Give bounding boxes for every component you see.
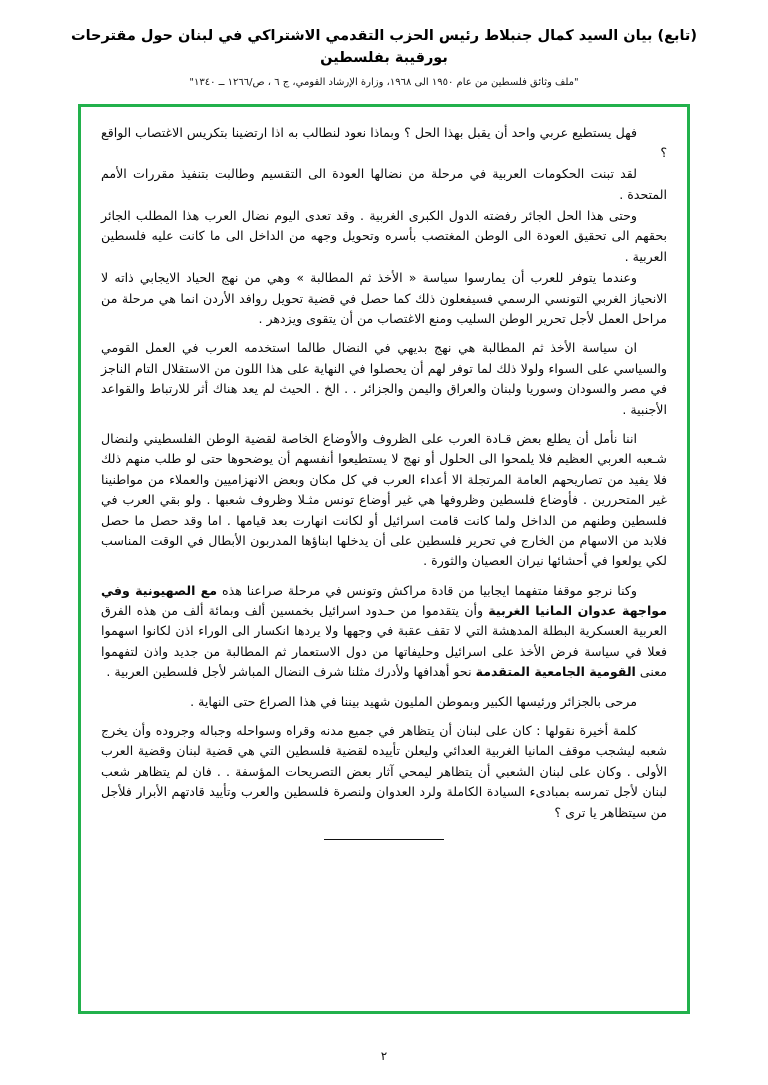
paragraph-5: ان سياسة الأخذ ثم المطالبة هي نهج بديهي في النضال طالما استخدمه العرب في العمل القومي والسياسي على السواء ولولا ذلك لما توفر لهم أن يحصلوا في النهاية على هذا اللون من الاستقلال التام الناجز في مصر والسودان وسوريا ولبنان والعراق واليمن والجزائر . . الخ . الحيث لم يعد هناك أثر للارتباط والقواعد الأجنبية . bbox=[101, 340, 667, 417]
paragraph-6: اننا نأمل أن يطلع بعض قـادة العرب على الظروف والأوضاع الخاصة لقضية الوطن الفلسطيني ولنضال شـعبه العربي العظيم فلا يلمحوا الى الحلول أو نهج لا يستطيعوا أنفسهم أن يوضحوها حتى لو طلب منهم ذلك فلا يفيد من تصاريحهم العامة المرتجلة الا أعداء العرب في كل مكان وبعض الانهزاميين والعملاء من مواطنينا غير المتحررين . فأوضاع فلسطين وظروفها هي غير أوضاع تونس مثـلا وظروف شعبها . ولو بقي العرب في فلسطين وطنهم من الداخل ولما كانت قامت اسرائيل أو لكانت انهارت بعد قيامها . اما وقد حصل ما حصل فلابد من الاسهام من الخارج في تحرير فلسطين على أن يدخلها ابناؤها المدربون الأبطال في الوقت المناسب لكي يولعوا في أحشائها نيران العصيان والثورة . bbox=[101, 430, 667, 569]
paragraph-1: فهل يستطيع عربي واحد أن يقبل بهذا الحل ؟ وبماذا نعود لنطالب به اذا ارتضينا بتكريس الاغتصاب الواقع ؟ bbox=[101, 124, 667, 160]
paragraph-3: وحتى هذا الحل الجائر رفضته الدول الكبرى الغربية . وقد تعدى اليوم نضال العرب هذا المطلب الجائر بحقهم الى تحقيق العودة الى الوطن المغتصب بأسره وتحويل وجهه من الداخل الى ما كانت عليه فلسطين العربية . bbox=[101, 208, 667, 264]
document-body bbox=[101, 123, 667, 841]
paragraph-7: وكنا نرجو موقفا متفهما ايجابيا من قادة مراكش وتونس في مرحلة صراعنا هذه مع الصهيونية وفي مواجهة عدوان المانيا الغربية وأن يتقدموا من حـدود اسرائيل بخمسين ألف وبمائة ألف من هذه الفرق العربية العسكرية البطلة المدهشة التي لا تقف عقبة في وجهها ولا يردها انكسار الى الوراء اذن لكانوا اسهموا فعلا في سياسة فرض الأخذ على اسرائيل وحليفاتها من دول الاستعمار ثم المطالبة من جديد واذن لتفهموا معنى القومية الجامعية المتقدمة نحو أهدافها ولأدرك مثلنا شرف النضال المباشر لأجل فلسطين العربية . bbox=[101, 582, 667, 680]
paragraph-9: كلمة أخيرة نقولها : كان على لبنان أن يتظاهر في جميع مدنه وقراه وسواحله وجباله وجروده وأن يخرج شعبه ليشجب موقف المانيا الغربية العدائي وليعلن تأييده لقضية فلسطين التي هي قضية لبنان وقضية العرب الأولى . وكان على لبنان الشعبي أن يتظاهر ليمحي آثار بعض التصريحات المؤسفة . . فان لم يتظاهر شعب لبنان لأجل تمرسه بمبادىء السيادة الكاملة ولرد العدوان ولنصرة فلسطين والعرب وتأييد قادتهم الأبرار فلأجل من سيتظاهر يا ترى ؟ bbox=[101, 723, 667, 820]
page-number: ٢ bbox=[380, 1049, 388, 1063]
content-frame bbox=[78, 104, 690, 1014]
divider-line bbox=[324, 839, 444, 840]
document-source-citation: "ملف وثائق فلسطين من عام ١٩٥٠ الى ١٩٦٨، وزارة الإرشاد القومي، ج ٦ ، ص/١٢٦٦ ــ ١٣٤٠" bbox=[189, 76, 579, 88]
document-title: (تابع) بيان السيد كمال جنبلاط رئيس الحزب التقدمي الاشتراكي في لبنان حول مقترحات بورقيبة بفلسطين bbox=[71, 28, 697, 66]
section-divider bbox=[101, 839, 667, 840]
paragraph-4: وعندما يتوفر للعرب أن يمارسوا سياسة « الأخذ ثم المطالبة » وهي من نهج الحياد الايجابي ذاته لا الانحياز الغربي التونسي الرسمي فسيفعلون ذلك كما حصل في قضية تحويل روافد الأردن انما هي مرحلة من مراحل العمل لأجل تحرير الوطن السليب ومنع الاغتصاب من أن يتقوى ويزدهر . bbox=[101, 270, 667, 327]
paragraph-8: مرحى بالجزائر ورئيسها الكبير وبموطن المليون شهيد بيننا في هذا الصراع حتى النهاية . bbox=[190, 693, 637, 709]
paragraph-2: لقد تبنت الحكومات العربية في مرحلة من نضالها العودة الى التقسيم وطالبت بتنفيذ مقررات الأمم المتحدة . bbox=[101, 166, 667, 202]
